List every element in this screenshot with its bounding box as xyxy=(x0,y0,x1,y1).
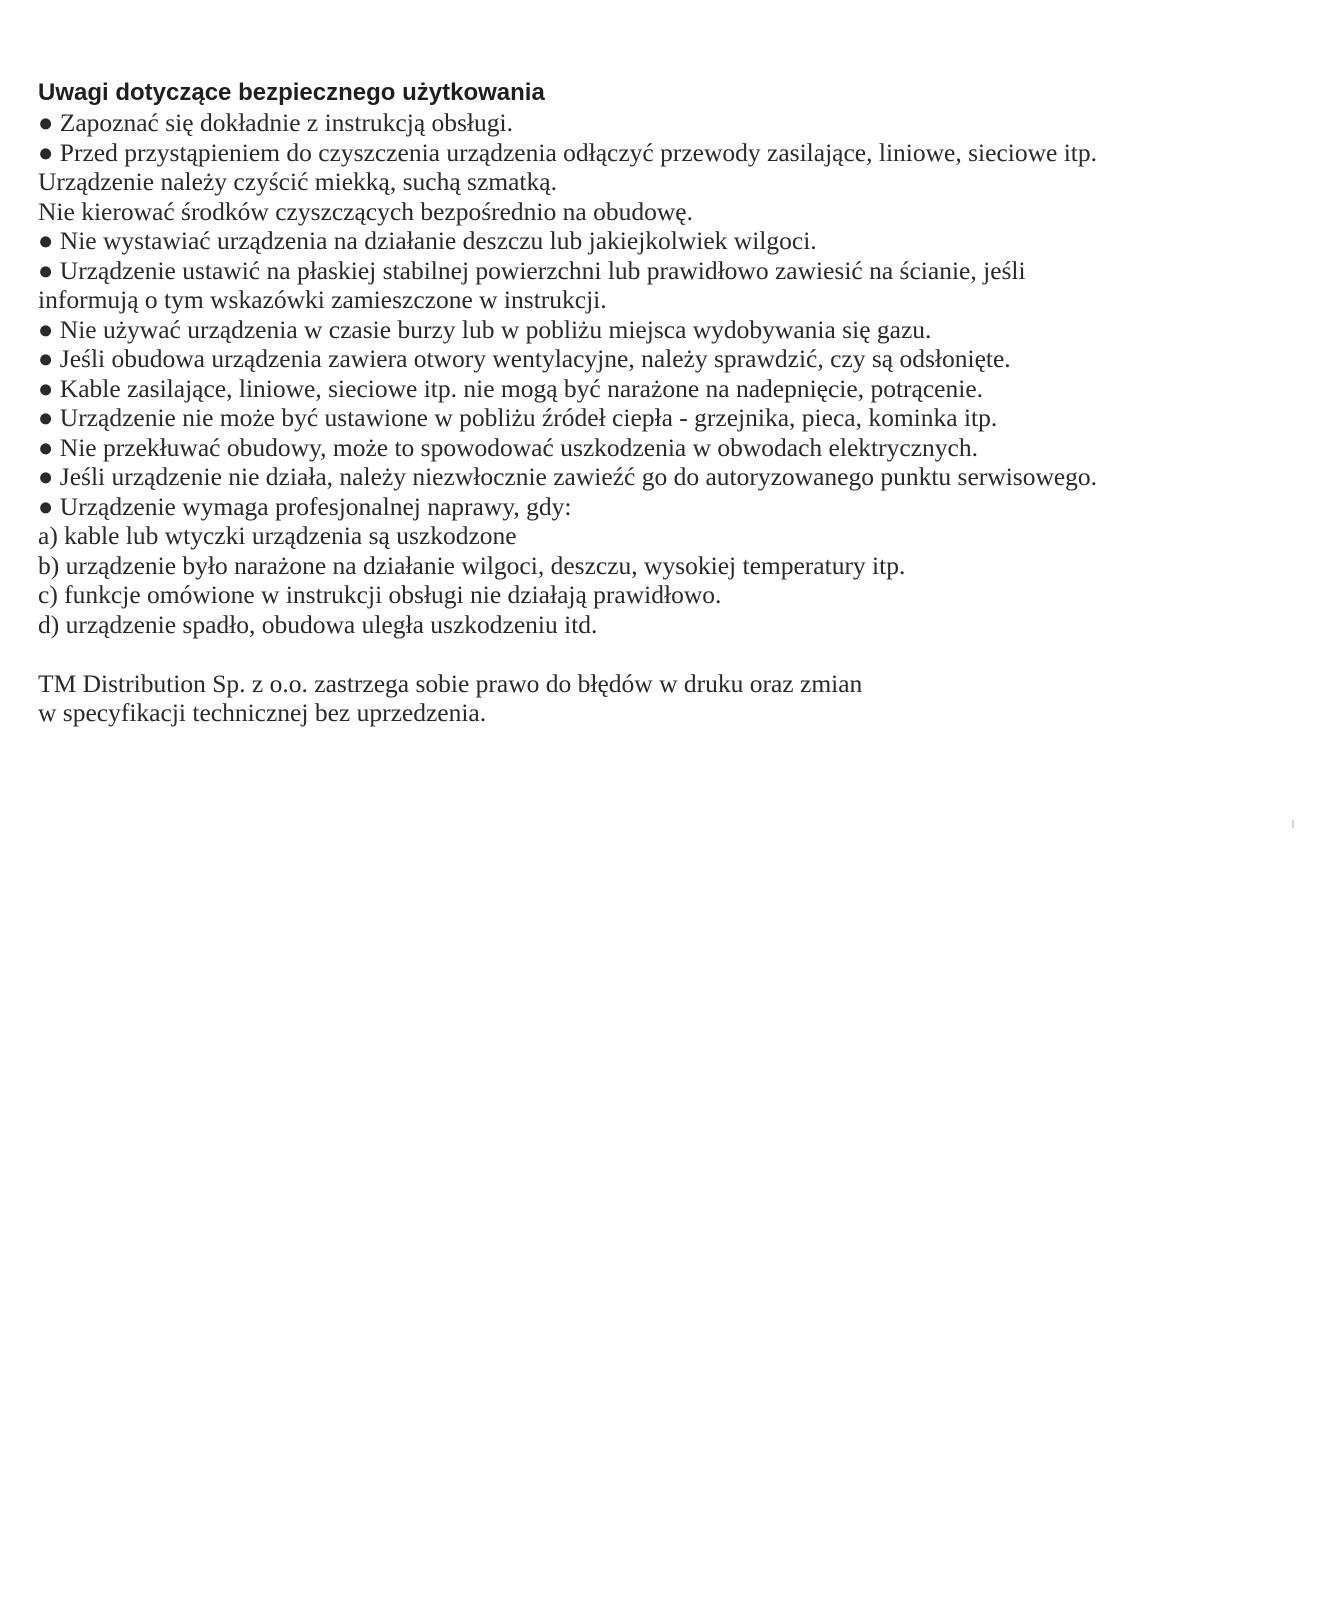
safety-note-line: ● Jeśli obudowa urządzenia zawiera otwory wentylacyjne, należy sprawdzić, czy są odsłonięte. xyxy=(38,344,1011,373)
safety-note-line: informują o tym wskazówki zamieszczone w instrukcji. xyxy=(38,285,607,314)
safety-note-line: ● Urządzenie ustawić na płaskiej stabilnej powierzchni lub prawidłowo zawiesić na ścianie, jeśli xyxy=(38,255,1026,285)
safety-note-line: ● Urządzenie wymaga profesjonalnej naprawy, gdy: xyxy=(38,491,572,521)
document-page xyxy=(38,78,1288,728)
safety-note-line: ● Jeśli urządzenie nie działa, należy niezwłocznie zawieźć go do autoryzowanego punktu serwisowego. xyxy=(38,462,1098,491)
page-edge-mark xyxy=(1292,820,1294,828)
safety-note-line: ● Nie używać urządzenia w czasie burzy lub w pobliżu miejsca wydobywania się gazu. xyxy=(38,314,932,344)
repair-condition-line: c) funkcje omówione w instrukcji obsługi nie działają prawidłowo. xyxy=(38,580,722,609)
disclaimer-line: TM Distribution Sp. z o.o. zastrzega sobie prawo do błędów w druku oraz zmian xyxy=(38,668,863,698)
disclaimer-paragraph xyxy=(38,669,1288,728)
safety-note-line: ● Urządzenie nie może być ustawione w pobliżu źródeł ciepła - grzejnika, pieca, kominka itp. xyxy=(38,403,998,432)
safety-note-line: ● Przed przystąpieniem do czyszczenia urządzenia odłączyć przewody zasilające, liniowe, sieciowe itp. xyxy=(38,137,1097,167)
repair-condition-line: a) kable lub wtyczki urządzenia są uszkodzone xyxy=(38,521,517,550)
paragraph-spacer xyxy=(38,639,1288,669)
safety-note-line: ● Kable zasilające, liniowe, sieciowe itp. nie mogą być narażone na nadepnięcie, potrącenie. xyxy=(38,373,984,403)
safety-note-line: Urządzenie należy czyścić miekką, suchą szmatką. xyxy=(38,167,557,196)
safety-note-line: Nie kierować środków czyszczących bezpośrednio na obudowę. xyxy=(38,196,693,226)
disclaimer-line: w specyfikacji technicznej bez uprzedzenia. xyxy=(38,698,487,727)
page-title: Uwagi dotyczące bezpiecznego użytkowania xyxy=(38,79,545,106)
repair-condition-line: b) urządzenie było narażone na działanie wilgoci, deszczu, wysokiej temperatury itp. xyxy=(38,550,906,580)
repair-condition-line: d) urządzenie spadło, obudowa uległa uszkodzeniu itd. xyxy=(38,609,598,639)
safety-notes-list xyxy=(38,108,1288,639)
safety-note-line: ● Nie wystawiać urządzenia na działanie deszczu lub jakiejkolwiek wilgoci. xyxy=(38,226,817,255)
safety-note-line: ● Zapoznać się dokładnie z instrukcją obsługi. xyxy=(38,108,513,137)
safety-note-line: ● Nie przekłuwać obudowy, może to spowodować uszkodzenia w obwodach elektrycznych. xyxy=(38,432,978,462)
